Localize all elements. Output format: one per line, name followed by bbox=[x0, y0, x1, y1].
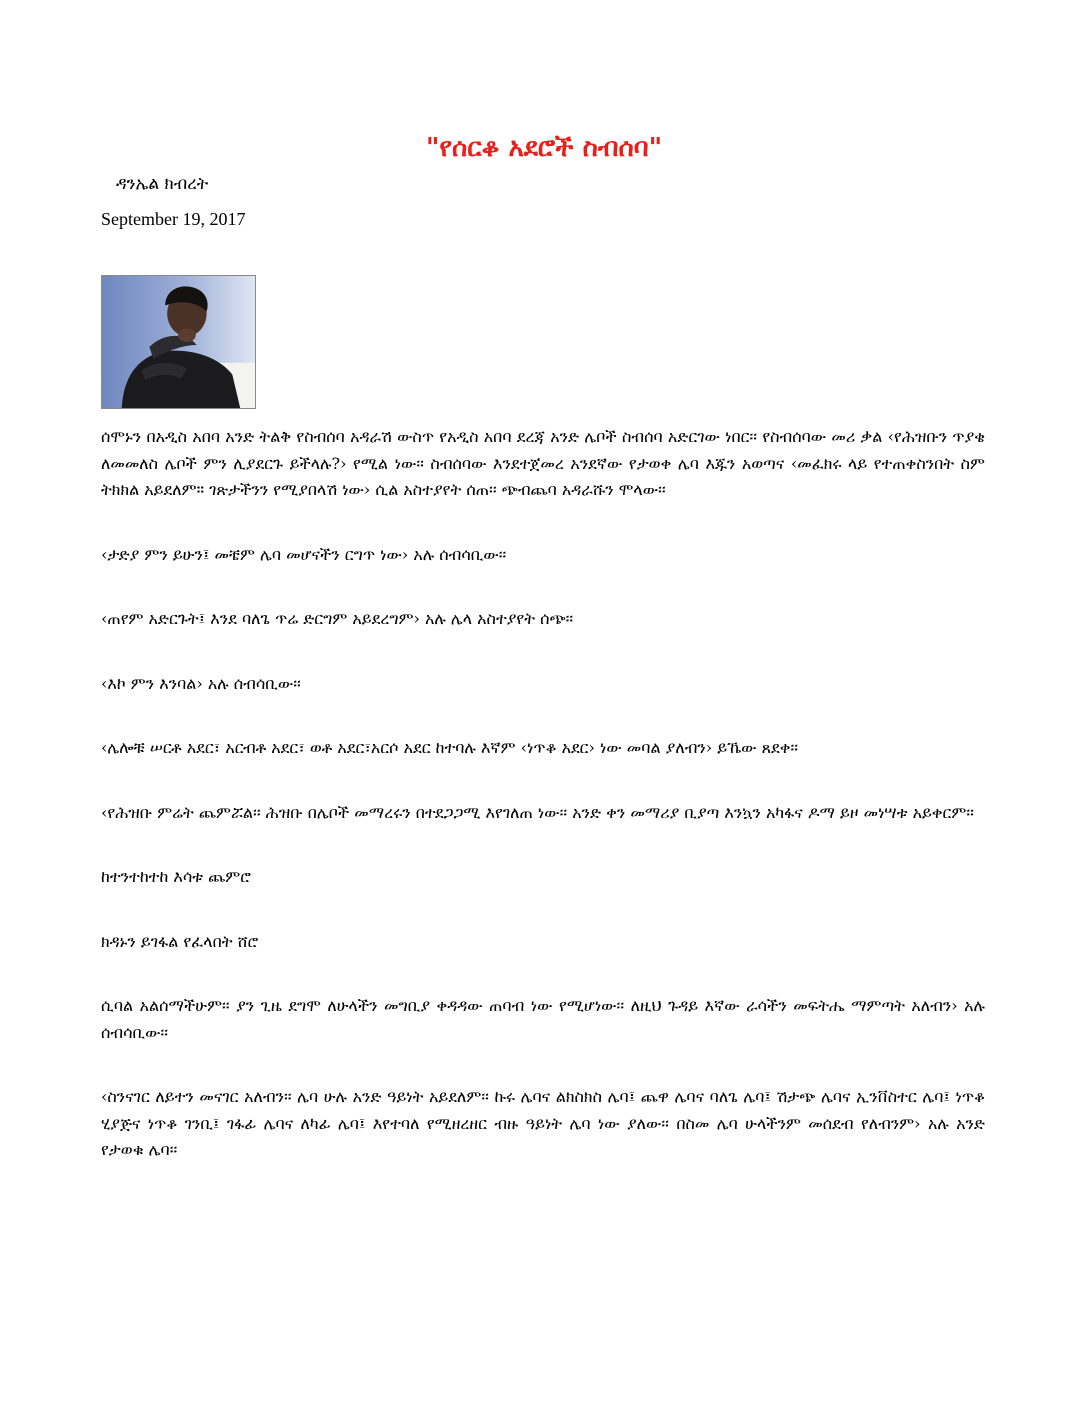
poem-line: ክዳኑን ይገፋል የፈላበት ሸሮ bbox=[101, 931, 259, 951]
article-body bbox=[101, 424, 985, 1164]
body-paragraph: ‹ሌሎቹ ሠርቶ አደር፣ አርብቶ አደር፣ ወቶ አደር፣አርሶ አደር ከተባሉ እኛም ‹ነጥቆ አደር› ነው መባል ያለብን› ይኼው ጸደቀ፡፡ bbox=[101, 738, 799, 757]
poem-line: ከተንተከተከ እሳቱ ጨምሮ bbox=[101, 867, 251, 886]
body-paragraph: ‹ጠየም አድርጉት፤ እንደ ባለጌ ጥሬ ድርግም አይደረግም› አሉ ሌላ አስተያየት ሰጭ፡፡ bbox=[101, 609, 574, 628]
body-paragraph: ሲባል አልሰማችሁም፡፡ ያን ጊዜ ደግሞ ለሁላችን መግቢያ ቀዳዳው ጠባብ ነው የሚሆነው፡፡ ለዚህ ጉዳይ እኛው ራሳችን መፍትሔ ማምጣት አለብን› አሉ ሰብሳቢው፡፡ bbox=[101, 996, 985, 1042]
body-paragraph: ‹የሕዝቡ ምሬት ጨምሯል፡፡ ሕዝቡ በሌቦች መማረሩን በተደጋጋሚ እየገለጠ ነው፡፡ አንድ ቀን መማሪያ ቢያጣ እንኳን አካፋና ዶማ ይዞ መነሣቱ አይቀርም፡፡ bbox=[101, 802, 974, 822]
author-photo bbox=[101, 275, 256, 409]
body-paragraph: ‹ታድያ ምን ይሁን፤ መቼም ሌባ መሆናችን ርግጥ ነው› አሉ ሰብሳቢው፡፡ bbox=[101, 544, 507, 564]
article-author: ዳንኤል ክብረት bbox=[116, 174, 209, 194]
body-paragraph: ‹እኮ ምን እንባል› አሉ ሰብሳቢው፡፡ bbox=[101, 673, 301, 693]
body-paragraph: ‹ስንናገር ለይተን መናገር አለብን፡፡ ሌባ ሁሉ አንድ ዓይነት አይደለም፡፡ ኩሩ ሌባና ልክስክስ ሌባ፤ ጨዋ ሌባና ባለጌ ሌባ፤ ሽታጭ ሌባና ኢንቨስተር ሌባ፤ ነጥቆ ሂያጅና ነጥቆ ገንቢ፤ ገፋፊ ሌባና ለካፊ ሌባ፤ እየተባለ የሚዘረዘር ብዙ ዓይነት ሌባ ነው ያለው፡፡ በስመ ሌባ ሁላችንም መሰደብ የለብንም› አሉ አንድ የታወቁ ሌባ፡፡ bbox=[101, 1087, 985, 1159]
body-paragraph: ሰሞኑን በአዲስ አበባ አንድ ትልቅ የስብሰባ አዳራሽ ውስጥ የአዲስ አበባ ደረጃ አንድ ሌቦች ስብሰባ አድርገው ነበር፡፡ የስብሰባው መሪ ቃል ‹የሕዝቡን ጥያቄ ለመመለስ ሌቦች ምን ሊያደርጉ ይችላሉ?› የሚል ነው፡፡ ስብሰባው እንደተጀመረ አንደኛው የታወቀ ሌባ እጁን አወጣና ‹መፈክሩ ላይ የተጠቀስንበት ስም ትክክል አይደለም። ገጽታችንን የሚያበላሽ ነው› ሲል አስተያየት ሰጠ፡፡ ጭብጨባ አዳራሹን ሞላው፡፡ bbox=[101, 427, 985, 499]
article-date: September 19, 2017 bbox=[101, 209, 246, 229]
article-title: "የሰርቆ አደሮች ስብሰባ" bbox=[425, 133, 663, 163]
